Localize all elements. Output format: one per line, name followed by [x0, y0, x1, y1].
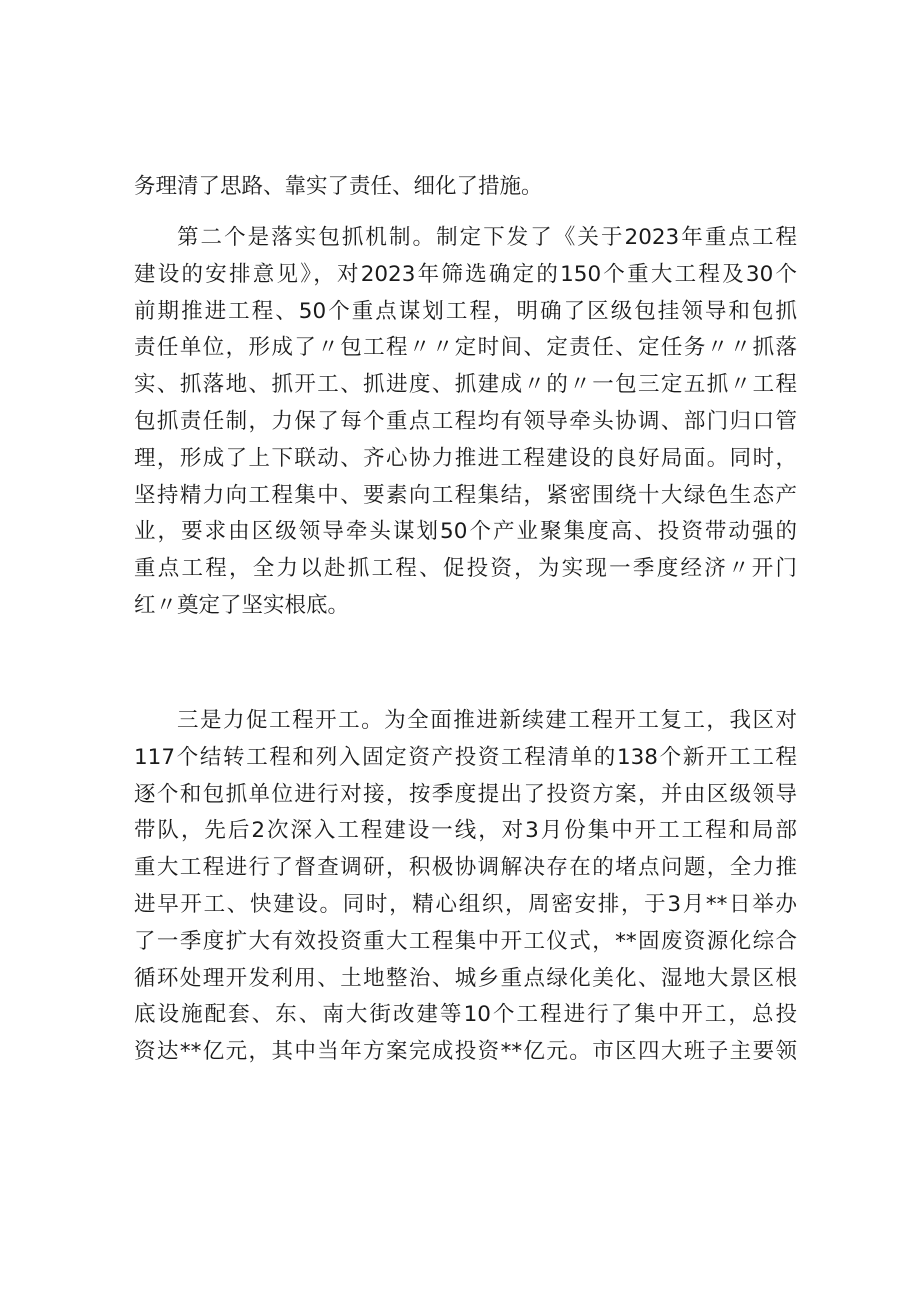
paragraph-line: 建设的安排意见》，对2023年筛选确定的150个重大工程及30个	[134, 261, 797, 287]
paragraph-line: 实、抓落地、抓开工、抓进度、抓建成〃的〃一包三定五抓〃工程	[134, 372, 797, 398]
paragraph-line: 红〃奠定了坚实根底。	[134, 592, 350, 618]
paragraph-line: 务理清了思路、靠实了责任、细化了措施。	[134, 174, 543, 199]
paragraph-line: 进早开工、快建设。同时，精心组织，周密安排，于3月**日举办	[134, 891, 797, 917]
paragraph-line: 117个结转工程和列入固定资产投资工程清单的138个新开工工程	[134, 744, 797, 770]
paragraph-line: 重点工程，全力以赴抓工程、促投资，为实现一季度经济〃开门	[134, 556, 797, 582]
paragraph-line: 带队，先后2次深入工程建设一线，对3月份集中开工工程和局部	[134, 818, 797, 844]
paragraph-line: 理，形成了上下联动、齐心协力推进工程建设的良好局面。同时，	[134, 445, 797, 471]
paragraph-line: 了一季度扩大有效投资重大工程集中开工仪式，**固废资源化综合	[134, 928, 797, 954]
paragraph-line: 底设施配套、东、南大街改建等10个工程进行了集中开工，总投	[134, 1002, 797, 1028]
paragraph-line: 业，要求由区级领导牵头谋划50个产业聚集度高、投资带动强的	[134, 519, 797, 545]
paragraph-implementation-mechanism	[134, 220, 797, 625]
paragraph-line: 资达**亿元，其中当年方案完成投资**亿元。市区四大班子主要领	[134, 1039, 797, 1065]
paragraph-line: 前期推进工程、50个重点谋划工程，明确了区级包挂领导和包抓	[134, 298, 797, 324]
paragraph-line: 逐个和包抓单位进行对接，按季度提出了投资方案，并由区级领导	[134, 781, 797, 807]
paragraph-line: 包抓责任制，力保了每个重点工程均有领导牵头协调、部门归口管	[134, 408, 797, 434]
paragraph-line: 重大工程进行了督查调研，积极协调解决存在的堵点问题，全力推	[134, 855, 797, 881]
paragraph-project-start	[134, 703, 797, 1071]
paragraph-line: 循环处理开发利用、土地整治、城乡重点绿化美化、湿地大景区根	[134, 965, 797, 991]
paragraph-line: 第二个是落实包抓机制。制定下发了《关于2023年重点工程	[177, 225, 797, 250]
paragraph-line: 三是力促工程开工。为全面推进新续建工程开工复工，我区对	[177, 708, 797, 733]
paragraph-line: 责任单位，形成了〃包工程〃〃定时间、定责任、定任务〃〃抓落	[134, 335, 797, 361]
paragraph-continuation	[134, 169, 797, 206]
paragraph-line: 坚持精力向工程集中、要素向工程集结，紧密围绕十大绿色生态产	[134, 482, 797, 508]
